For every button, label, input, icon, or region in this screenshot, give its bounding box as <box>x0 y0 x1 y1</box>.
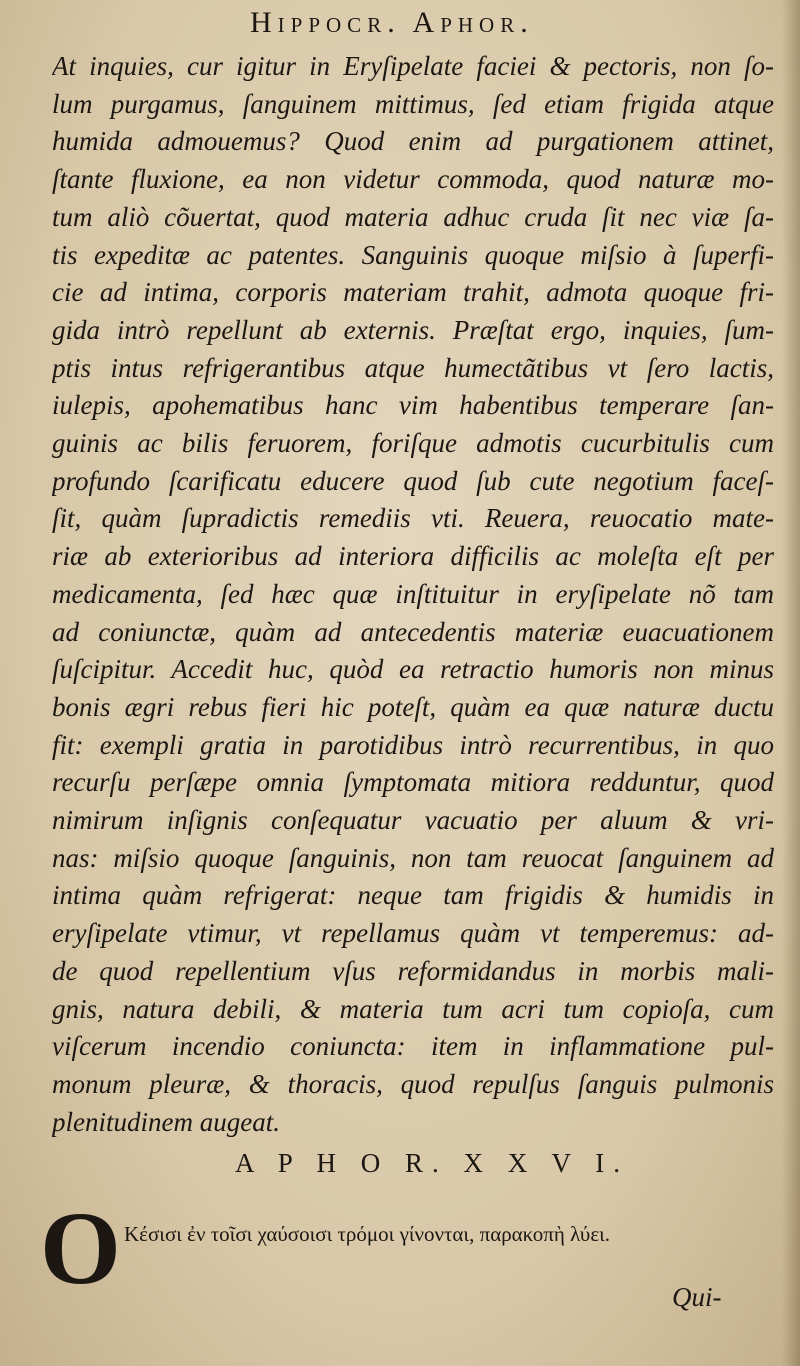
text-line: medicamenta, ſed hæc quæ inſtituitur in eryſipelate nõ tam <box>52 578 774 609</box>
text-line: plenitudinem augeat. <box>52 1106 280 1137</box>
text-line: bonis ægri rebus fieri hic poteſt, quàm ea quæ naturæ ductu <box>52 691 774 722</box>
running-head: Hippocr. Aphor. <box>250 6 534 39</box>
text-line: nas: miſsio quoque ſanguinis, non tam reuocat ſanguinem ad <box>52 842 774 873</box>
text-line: riæ ab exterioribus ad interiora difficilis ac moleſta eſt per <box>52 541 774 572</box>
text-line: gida intrò repellunt ab externis. Præſtat ergo, inquies, ſum- <box>52 314 774 345</box>
text-line: ſtante fluxione, ea non videtur commoda, quod naturæ mo- <box>52 164 774 195</box>
page-edge-shadow <box>782 0 800 1366</box>
text-line: profundo ſcarificatu educere quod ſub cute negotium faceſ- <box>52 465 774 496</box>
drop-cap: O <box>40 1191 121 1306</box>
catchword: Qui- <box>672 1282 722 1312</box>
text-line: At inquies, cur igitur in Eryſipelate faciei & pectoris, non ſo- <box>52 51 774 81</box>
aphorism-heading: A P H O R. X X V I. <box>235 1148 630 1178</box>
text-line: gnis, natura debili, & materia tum acri tum copioſa, cum <box>52 993 774 1024</box>
commentary-text <box>52 48 774 1141</box>
text-line: ptis intus refrigerantibus atque humectãtibus vt ſero lactis, <box>52 352 774 383</box>
text-line: cie ad intima, corporis materiam trahit, admota quoque fri- <box>52 277 774 308</box>
text-line: guinis ac bilis feruorem, foriſque admotis cucurbitulis cum <box>52 428 774 459</box>
text-line: viſcerum incendio coniuncta: item in inflammatione pul- <box>52 1031 774 1062</box>
text-line: ſuſcipitur. Accedit huc, quòd ea retractio humoris non minus <box>52 654 774 685</box>
text-line: tis expeditæ ac patentes. Sanguinis quoque miſsio à ſuperfi- <box>52 239 774 270</box>
text-line: nimirum inſignis conſequatur vacuatio per aluum & vri- <box>52 805 774 836</box>
text-line: de quod repellentium vſus reformidandus in morbis mali- <box>52 955 774 986</box>
text-line: lum purgamus, ſanguinem mittimus, ſed etiam frigida atque <box>52 88 774 119</box>
text-line: recurſu perſæpe omnia ſymptomata mitiora redduntur, quod <box>52 767 774 798</box>
text-line: tum aliò cõuertat, quod materia adhuc cruda ſit nec viæ ſa- <box>52 201 774 232</box>
text-line: iulepis, apohematibus hanc vim habentibus temperare ſan- <box>52 390 774 421</box>
text-line: monum pleuræ, & thoracis, quod repulſus ſanguis pulmonis <box>52 1068 774 1099</box>
text-line: fit: exempli gratia in parotidibus intrò recurrentibus, in quo <box>52 729 774 760</box>
text-line: ſit, quàm ſupradictis remediis vti. Reuera, reuocatio mate- <box>52 503 774 534</box>
greek-aphorism-text: Κέσισι ἐν τοῖσι χαύσοισι τρόμοι γίνονται, παρακοπὴ λύει. <box>124 1222 611 1246</box>
text-line: eryſipelate vtimur, vt repellamus quàm vt temperemus: ad- <box>52 918 774 949</box>
text-line: ad coniunctæ, quàm ad antecedentis materiæ euacuationem <box>52 616 774 647</box>
text-line: intima quàm refrigerat: neque tam frigidis & humidis in <box>52 880 774 911</box>
text-line: humida admouemus? Quod enim ad purgationem attinet, <box>52 126 774 157</box>
